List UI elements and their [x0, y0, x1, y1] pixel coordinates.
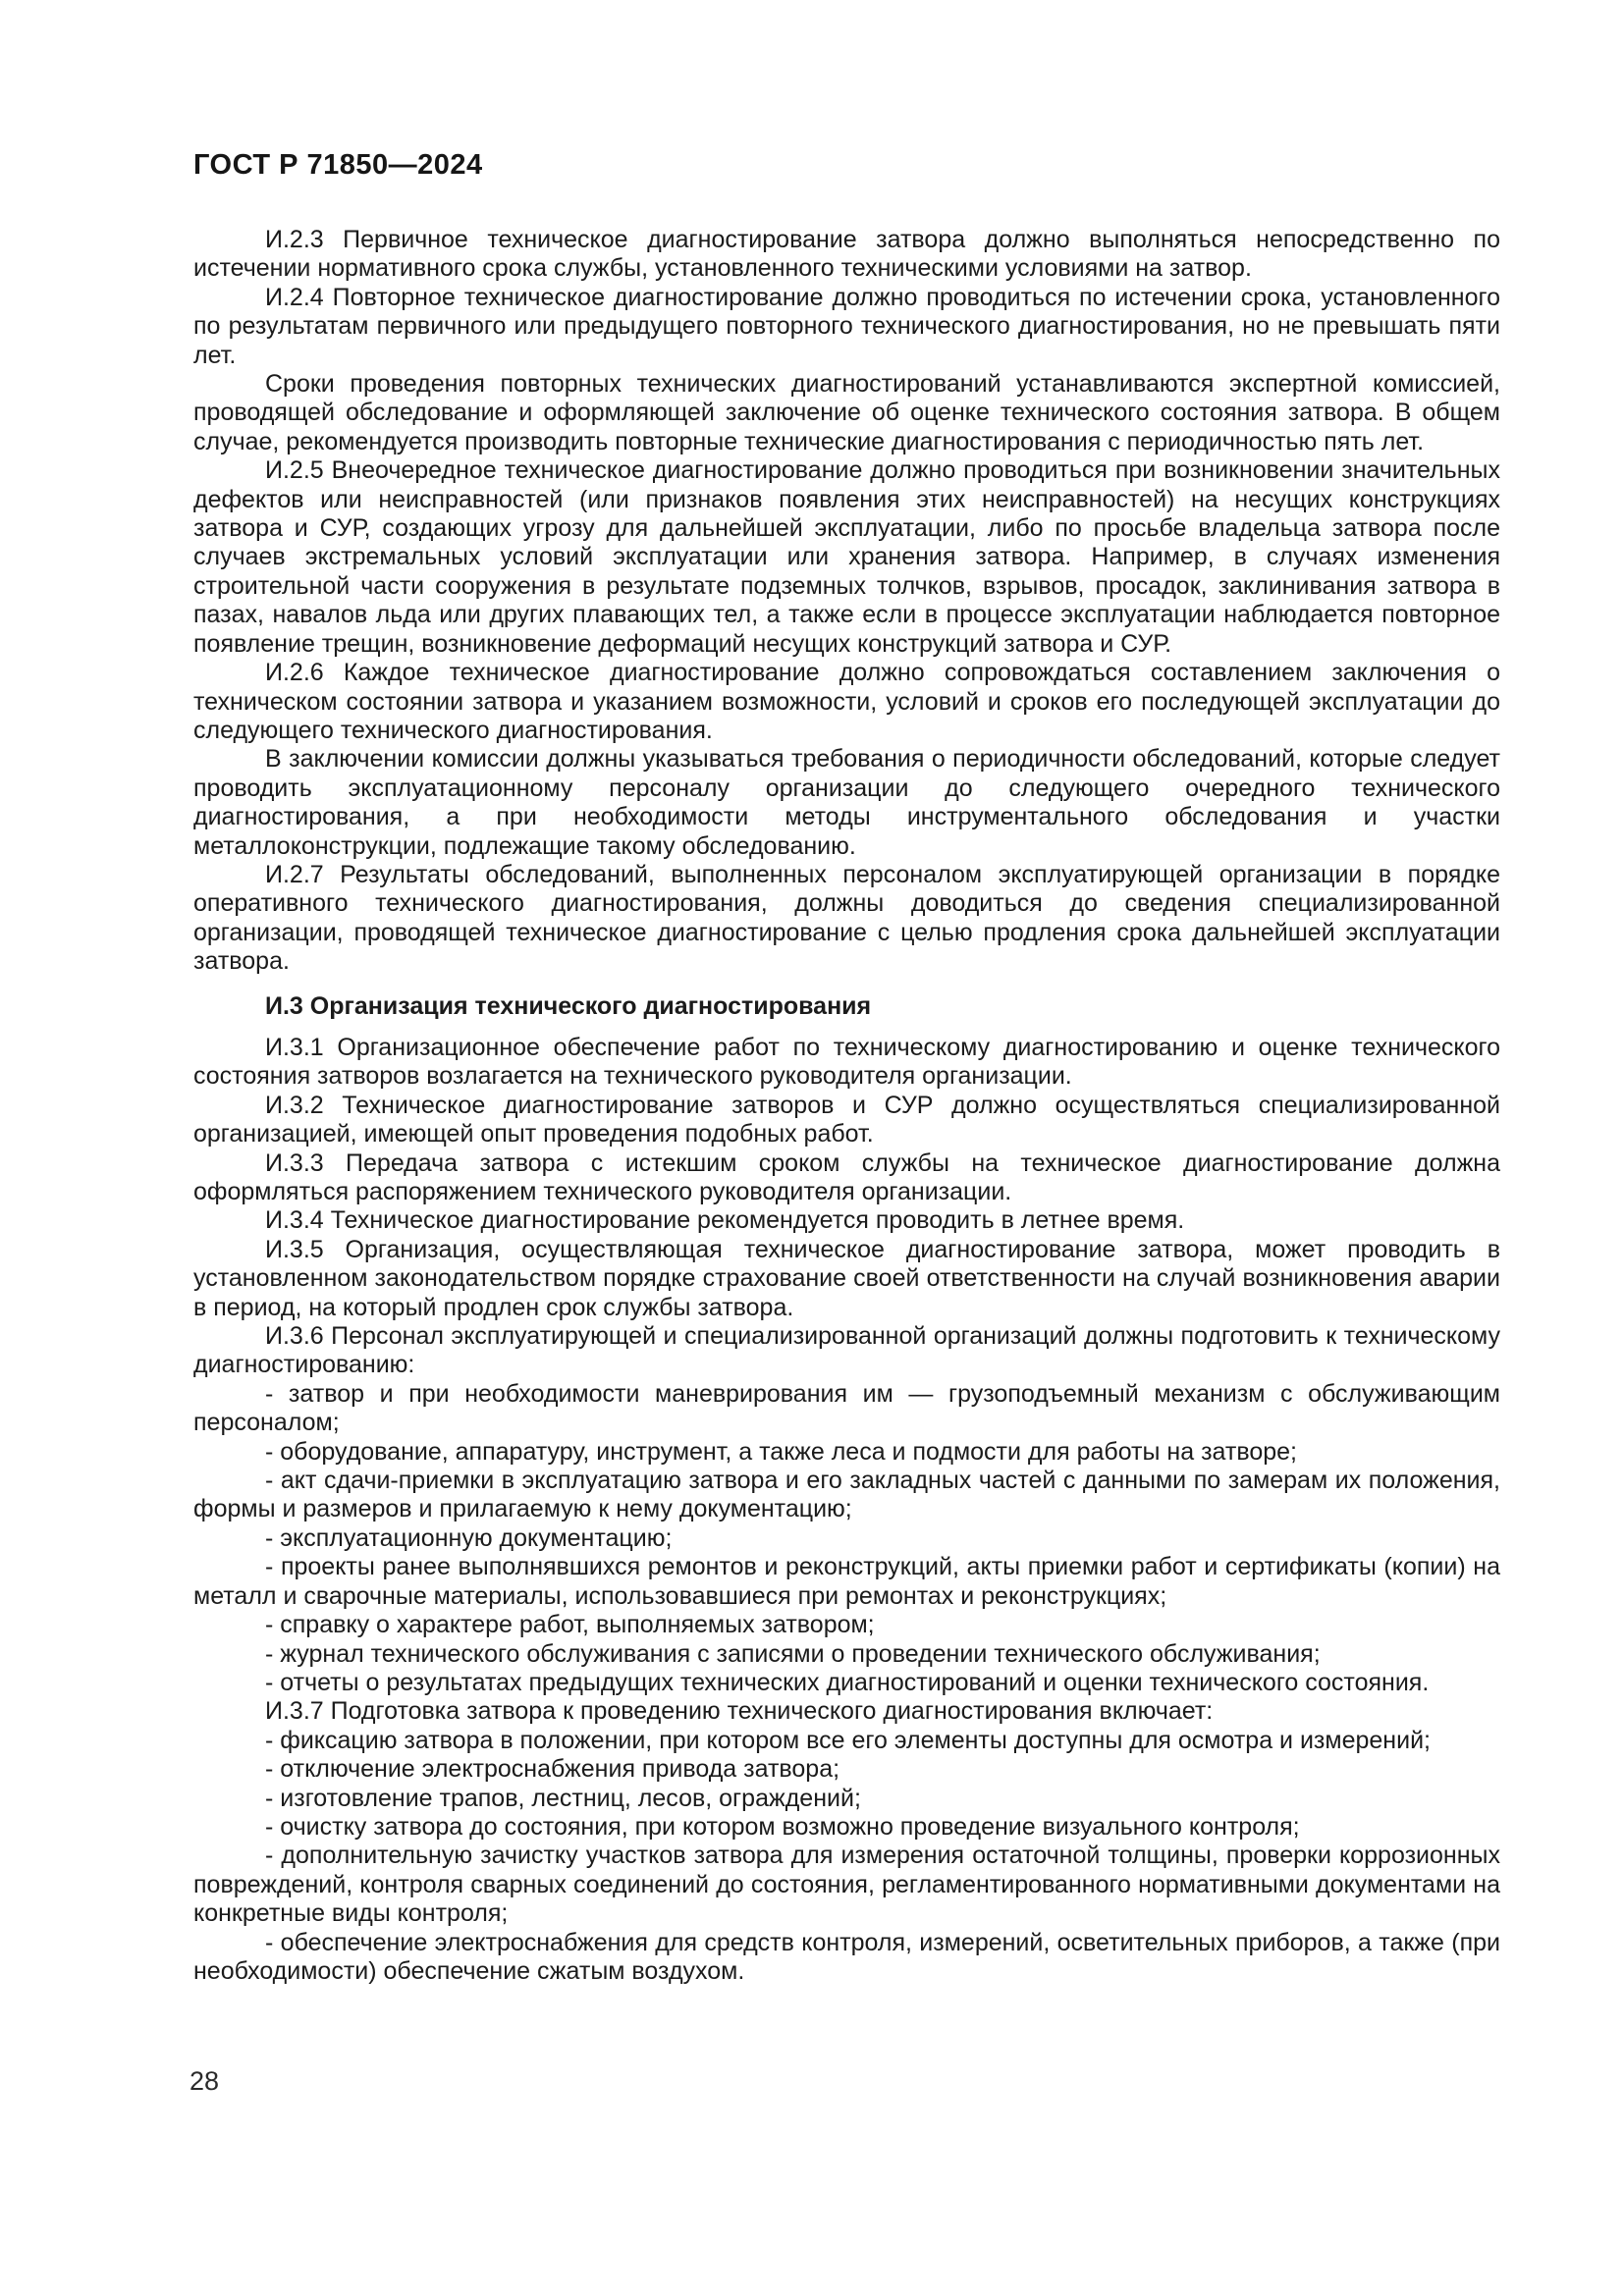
document-body: [193, 226, 1500, 1986]
paragraph: И.3.4 Техническое диагностирование рекомендуется проводить в летнее время.: [265, 1206, 1185, 1235]
document-header: ГОСТ Р 71850—2024: [193, 149, 483, 181]
list-item: - очистку затвора до состояния, при котором возможно проведение визуального контроля;: [265, 1812, 1300, 1841]
list-item: - проекты ранее выполнявшихся ремонтов и реконструкций, акты приемки работ и сертификаты (копии) на металл и сварочные материалы, использовавшиеся при ремонтах и реконструкциях;: [193, 1553, 1500, 1610]
paragraph: И.3.2 Техническое диагностирование затворов и СУР должно осуществляться специализированной организацией, имеющей опыт проведения подобных работ.: [193, 1091, 1500, 1148]
list-item: - оборудование, аппаратуру, инструмент, а также леса и подмости для работы на затворе;: [265, 1437, 1297, 1466]
list-item: - эксплуатационную документацию;: [265, 1523, 673, 1552]
list-item: - обеспечение электроснабжения для средств контроля, измерений, осветительных приборов, а также (при необходимости) обеспечение сжатым воздухом.: [193, 1928, 1500, 1985]
paragraph: И.2.4 Повторное техническое диагностирование должно проводиться по истечении срока, установленного по результатам первичного или предыдущего повторного технического диагностирования, но не превышать пяти лет.: [193, 283, 1500, 369]
list-item: - справку о характере работ, выполняемых затвором;: [265, 1611, 875, 1639]
paragraph: И.3.3 Передача затвора с истекшим сроком службы на техническое диагностирование должна оформляться распоряжением технического руководителя организации.: [193, 1148, 1500, 1205]
list-item: - дополнительную зачистку участков затвора для измерения остаточной толщины, проверки коррозионных повреждений, контроля сварных соединений до состояния, регламентированного нормативными документами на конкретные виды контроля;: [193, 1842, 1500, 1928]
paragraph: И.2.5 Внеочередное техническое диагностирование должно проводиться при возникновении значительных дефектов или неисправностей (или признаков появления этих неисправностей) на несущих конструкциях затвора и СУР, создающих угрозу для дальнейшей эксплуатации, либо по просьбе владельца затвора после случаев экстремальных условий эксплуатации или хранения затвора. Например, в случаях изменения строительной части сооружения в результате подземных толчков, взрывов, просадок, заклинивания затвора в пазах, навалов льда или других плавающих тел, а также если в процессе эксплуатации наблюдается повторное появление трещин, возникновение деформаций несущих конструкций затвора и СУР.: [193, 456, 1500, 658]
paragraph: И.2.3 Первичное техническое диагностирование затвора должно выполняться непосредственно по истечении нормативного срока службы, установленного техническими условиями на затвор.: [193, 226, 1500, 283]
list-item: - журнал технического обслуживания с записями о проведении технического обслуживания;: [265, 1639, 1321, 1668]
list-item: - отключение электроснабжения привода затвора;: [265, 1755, 840, 1784]
list-item: - отчеты о результатах предыдущих технических диагностирований и оценки технического состояния.: [265, 1668, 1430, 1696]
paragraph: И.3.5 Организация, осуществляющая техническое диагностирование затвора, может проводить в установленном законодательством порядке страхование своей ответственности на случай возникновения аварии в период, на который продлен срок службы затвора.: [193, 1235, 1500, 1321]
list-item: - затвор и при необходимости маневрирования им — грузоподъемный механизм с обслуживающим персоналом;: [193, 1379, 1500, 1437]
page-number: 28: [189, 2066, 220, 2096]
list-item: - фиксацию затвора в положении, при котором все его элементы доступны для осмотра и измерений;: [265, 1726, 1431, 1754]
paragraph: И.3.1 Организационное обеспечение работ по техническому диагностированию и оценке технического состояния затворов возлагается на технического руководителя организации.: [193, 1033, 1500, 1091]
paragraph: И.3.7 Подготовка затвора к проведению технического диагностирования включает:: [265, 1697, 1214, 1726]
paragraph: И.2.6 Каждое техническое диагностирование должно сопровождаться составлением заключения о техническом состоянии затвора и указанием возможности, условий и сроков его последующей эксплуатации до следующего технического диагностирования.: [193, 659, 1500, 744]
list-item: - изготовление трапов, лестниц, лесов, ограждений;: [265, 1784, 861, 1812]
list-item: - акт сдачи-приемки в эксплуатацию затвора и его закладных частей с данными по замерам их положения, формы и размеров и прилагаемую к нему документацию;: [193, 1467, 1500, 1523]
paragraph: И.3.6 Персонал эксплуатирующей и специализированной организаций должны подготовить к техническому диагностированию:: [193, 1322, 1500, 1379]
paragraph: Сроки проведения повторных технических диагностирований устанавливаются экспертной комиссией, проводящей обследование и оформляющей заключение об оценке технического состояния затвора. В общем случае, рекомендуется производить повторные технические диагностирования с периодичностью пять лет.: [193, 370, 1500, 455]
paragraph: И.2.7 Результаты обследований, выполненных персоналом эксплуатирующей организации в порядке оперативного технического диагностирования, должны доводиться до сведения специализированной организации, проводящей техническое диагностирование с целью продления срока дальнейшей эксплуатации затвора.: [193, 860, 1500, 976]
paragraph: В заключении комиссии должны указываться требования о периодичности обследований, которые следует проводить эксплуатационному персоналу организации до следующего очередного технического диагностирования, а при необходимости методы инструментального обследования и участки металлоконструкции, подлежащие такому обследованию.: [193, 745, 1500, 860]
section-heading: И.3 Организация технического диагностирования: [265, 991, 872, 1020]
